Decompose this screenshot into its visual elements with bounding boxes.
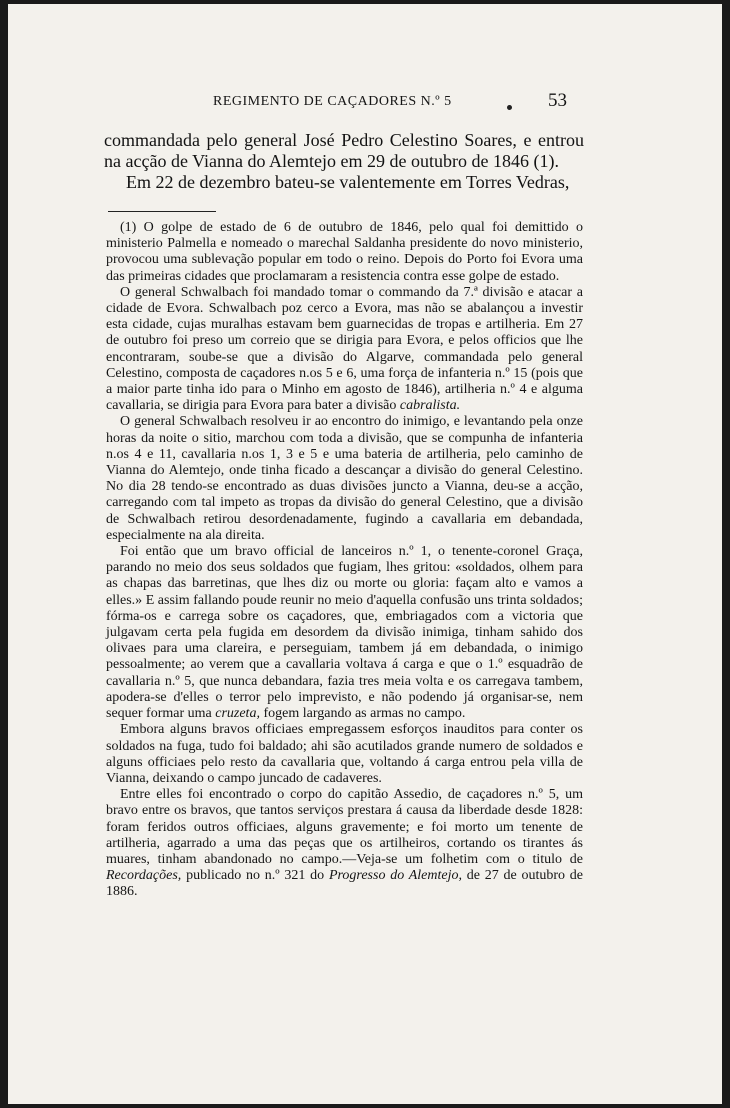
- footnote-text: O general Schwalbach resolveu ir ao encontro do inimigo, e levantando pela onze horas da noite o sitio, marchou com toda a divisão, que se compunha de infanteria n.os 4 e 11, cavallaria n.os 1, 3 e 5 e uma bateria de artilheria, pelo caminho de Vianna do Alemtejo, onde tinha ficado a descançar a divisão do general Celestino. No dia 28 tendo-se encontrado as duas divisões juncto a Vianna, deu-se a acção, carregando com tal impeto as tropas da divisão do general Celestino, que a divisão de Schwalbach retirou desordenadamente, fugindo a cavallaria em debandada, especialmente na ala direita.: [106, 414, 583, 543]
- ink-dot: [507, 105, 512, 110]
- footnote-text: O general Schwalbach foi mandado tomar o commando da 7.ª divisão e atacar a cidade de Evora. Schwalbach poz cerco a Evora, mas não se abalançou a investir esta cidade, cujas muralhas estavam bem guarnecidas de tropas e artilheria. Em 27 de outubro foi preso um correio que se dirigia para Evora, e pelos officios que lhe encontraram, soube-se que a divisão do Algarve, commandada pelo general Celestino, composta de caçadores n.os 5 e 6, uma força de infanteria n.º 15 (pois que a maior parte tinha ido para o Minho em agosto de 1846), artilheria n.º 4 e alguma cavallaria, se dirigia para Evora para bater a divisão: [106, 284, 583, 414]
- footnote-text: Embora alguns bravos officiaes empregassem esforços inauditos para conter os soldados na fuga, tudo foi baldado; ahi são acutilados grande numero de soldados e alguns officiaes pelo resto da cavallaria que, voltando á carga entrou pela villa de Vianna, deixando o campo juncado de cadaveres.: [106, 722, 583, 786]
- footnote-italic: Recordações,: [106, 868, 182, 884]
- footnote-italic: cabralista.: [399, 398, 461, 414]
- footnote-italic: cruzeta,: [215, 706, 260, 722]
- footnote-text: Foi então que um bravo official de lanceiros n.º 1, o tenente-coronel Graça, parando no meio dos seus soldados que fugiam, lhes gritou: «soldados, olhem para as chapas das barretinas, que lhes diz ou morte ou gloria: façam alto e vamos a elles.» E assim fallando poude reunir no meio d'aquella confusão uns trinta soldados; fórma-os e carrega sobre os caçadores, que, embriagados com a victoria que julgavam certa pela fugida em desordem da divisão inimiga, tinham sahido dos olivaes para uma clareira, e perseguiam, tambem já em debandada, o inimigo pessoalmente; ao verem que a cavallaria voltava á carga e que o 1.º esquadrão de cavallaria n.º 5, que nunca debandara, fazia tres meia volta e os carregava tambem, apodera-se d'elles o terror pelo imprevisto, e não podendo já organisar-se, nem sequer formar uma: [106, 544, 583, 722]
- footnote-paragraph: [106, 414, 583, 544]
- book-page: [8, 4, 722, 1104]
- footnote-text: Entre elles foi encontrado o corpo do capitão Assedio, de caçadores n.º 5, um bravo entre os bravos, que tantos serviços prestara á causa da liberdade desde 1828: foram feridos outros officiaes, alguns gravemente; e foi morto um tenente de artilheria, agarrado a uma das peças que os artilheiros, cortando os tirantes ás muares, tinham abandonado no campo.—Veja-se um folhetim com o titulo de: [106, 787, 583, 867]
- footnote-paragraph: [106, 722, 583, 787]
- footnote-divider: [108, 211, 216, 212]
- footnote-text: publicado no n.º 321 do: [186, 868, 325, 884]
- footnote: [106, 220, 583, 901]
- footnote-paragraph: [106, 787, 583, 900]
- footnote-paragraph: [106, 285, 583, 415]
- footnote-paragraph: [106, 220, 583, 285]
- footnote-text: de 27 de outubro de 1886.: [106, 868, 584, 900]
- running-head: REGIMENTO DE CAÇADORES N.º 5: [213, 94, 452, 109]
- main-paragraph: commandada pelo general José Pedro Celestino Soares, e entrou na acção de Vianna do Alemtejo em 29 de outubro de 1846 (1).: [104, 130, 584, 171]
- footnote-text: (1) O golpe de estado de 6 de outubro de 1846, pelo qual foi demittido o ministerio Palmella e nomeado o marechal Saldanha presidente do novo ministerio, provocou uma sublevação popular em todo o reino. Depois do Porto foi Evora uma das primeiras cidades que proclamaram a resistencia contra esse golpe de estado.: [106, 220, 583, 284]
- page-header: [8, 92, 722, 116]
- footnote-italic: Progresso do Alemtejo,: [328, 868, 462, 884]
- page-number: 53: [548, 90, 567, 111]
- footnote-text: fogem largando as armas no campo.: [263, 706, 466, 722]
- main-text: [104, 130, 584, 193]
- main-paragraph: Em 22 de dezembro bateu-se valentemente em Torres Vedras,: [126, 172, 570, 192]
- footnote-paragraph: [106, 544, 583, 722]
